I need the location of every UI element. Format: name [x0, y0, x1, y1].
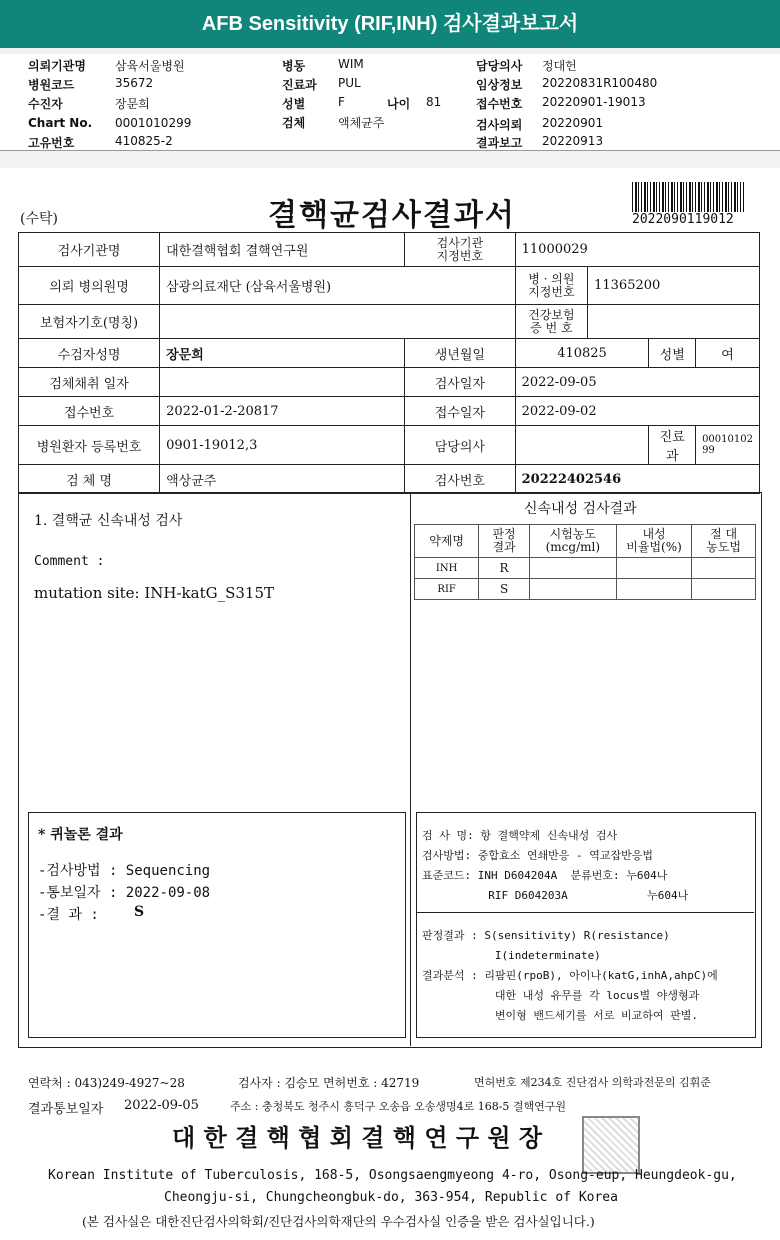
method-text: 검 사 명: 항 결핵약제 신속내성 검사 검사방법: 중합효소 연쇄반응 - 역교잡반응법 표준코드: INH D604204A 분류번호: 누604나 RIF D604203A 누604나 — [422, 829, 689, 902]
dept-value: PUL — [338, 76, 361, 90]
doctor-value: 정대헌 — [542, 59, 577, 73]
inst-code-value: 11000029 — [515, 233, 759, 267]
certification-note: (본 검사실은 대한진단검사의학회/진단검사의학재단의 우수검사실 인증을 받은 검사실입니다.) — [82, 1214, 595, 1229]
sens-header-row — [415, 525, 756, 558]
patient-name-value: 장문희 — [160, 339, 405, 368]
req-inst-label: 의뢰기관명 — [28, 59, 86, 73]
sens-cell — [616, 558, 691, 579]
scanned-report — [0, 168, 780, 1240]
hosp-code-value: 35672 — [115, 76, 154, 90]
clin-label: 임상정보 — [476, 78, 523, 92]
chart-label: Chart No. — [28, 116, 93, 130]
method-divider — [416, 912, 754, 913]
sex-value: F — [338, 95, 345, 109]
specimen-value: 액체균주 — [338, 116, 385, 130]
birth-label: 생년월일 — [405, 339, 516, 368]
uid-value: 410825-2 — [115, 134, 173, 148]
req-hosp-label: 의뢰 병의원명 — [19, 267, 160, 305]
clin-value: 20220831R100480 — [542, 76, 658, 90]
sens-cell: INH — [415, 558, 479, 579]
health-no-label: 건강보험 증 번 호 — [515, 305, 587, 339]
specimen-name-label: 검 체 명 — [19, 465, 160, 494]
recv-label: 접수번호 — [476, 97, 523, 111]
repdate-value: 20220913 — [542, 134, 604, 148]
req-inst-value: 삼육서울병원 — [115, 59, 185, 73]
judgement-text: 판정결과 : S(sensitivity) R(resistance) I(indeterminate) 결과분석 : 리팜핀(rpoB), 아이나(katG,inhA,ahpC)에 대한 내성 유무를 각 locus별 야생형과 변이형 밴드세기를 서로 비교하여 판별. — [422, 929, 718, 1022]
recv-value: 20220901-19013 — [542, 95, 646, 109]
accept-no-value: 2022-01-2-20817 — [160, 397, 405, 426]
inst-value: 대한결핵협회 결핵연구원 — [160, 233, 405, 267]
sens-table — [414, 524, 756, 600]
rapid-test-heading: 1. 결핵균 신속내성 검사 — [34, 513, 183, 529]
sex-label: 성별 — [282, 97, 306, 111]
birth-value: 410825 — [515, 339, 649, 368]
insured-value — [160, 305, 516, 339]
english-address-1: Korean Institute of Tuberculosis, 168-5, Osongsaengmyeong 4-ro, Osong-eup, Heungdeok-gu, — [48, 1168, 737, 1183]
patient-value: 장문희 — [115, 97, 150, 111]
report-title: 결핵균검사결과서 — [268, 198, 516, 233]
sens-row — [415, 579, 756, 600]
sens-cell — [529, 558, 616, 579]
test-no-value: 20222402546 — [515, 465, 759, 494]
licensed-text: 면허번호 제234호 진단검사 의학과전문의 김휘준 — [474, 1076, 711, 1089]
quinolone-result-label: -결 과 : — [38, 907, 99, 923]
sens-header-cell: 판정 결과 — [479, 525, 530, 558]
org-name: 대 한 결 핵 협 회 결 핵 연 구 원 장 — [172, 1123, 543, 1152]
reqdate-value: 20220901 — [542, 116, 604, 130]
quinolone-result-value: S — [134, 904, 145, 920]
accept-date-label: 접수일자 — [405, 397, 516, 426]
notify-date-label: 결과통보일자 — [28, 1102, 104, 1117]
quinolone-box — [28, 812, 406, 1038]
divider — [0, 150, 780, 151]
sens-cell: RIF — [415, 579, 479, 600]
age-value: 81 — [426, 95, 442, 109]
repdate-label: 결과보고 — [476, 136, 523, 150]
health-no-value — [588, 305, 760, 339]
sens-header-cell: 시험농도 (mcg/ml) — [529, 525, 616, 558]
sens-row — [415, 558, 756, 579]
hosp-reg-label: 병원환자 등록번호 — [19, 426, 160, 465]
accept-date-value: 2022-09-02 — [515, 397, 759, 426]
dept-cell-label: 진료과 — [649, 426, 696, 465]
results-divider — [410, 492, 411, 1046]
test-date-value: 2022-09-05 — [515, 368, 759, 397]
reqdate-label: 검사의뢰 — [476, 118, 523, 132]
accept-no-label: 접수번호 — [19, 397, 160, 426]
request-info-panel — [0, 54, 780, 150]
clinic-code-label: 병 · 의원 지정번호 — [515, 267, 587, 305]
quinolone-notify: -통보일자 : 2022-09-08 — [38, 885, 211, 901]
dept-cell-value: 00010102 99 — [696, 426, 760, 465]
specimen-name-value: 액상균주 — [160, 465, 405, 494]
test-date-label: 검사일자 — [405, 368, 516, 397]
sens-cell — [529, 579, 616, 600]
sens-cell: S — [479, 579, 530, 600]
chart-value: 0001010299 — [115, 116, 192, 130]
sens-cell — [692, 558, 756, 579]
quinolone-title: * 퀴놀론 결과 — [38, 827, 123, 843]
english-address-2: Cheongju-si, Chungcheongbuk-do, 363-954, Republic of Korea — [164, 1190, 618, 1205]
mutation-site: mutation site: INH-katG_S315T — [34, 584, 275, 602]
quinolone-method: -검사방법 : Sequencing — [38, 863, 211, 879]
barcode-number: 2022090119012 — [632, 212, 734, 227]
insured-label: 보험자기호(명칭) — [19, 305, 160, 339]
patient-label: 수진자 — [28, 97, 63, 111]
collect-date-label: 검체채취 일자 — [19, 368, 160, 397]
ward-value: WIM — [338, 57, 364, 71]
notify-date-value: 2022-09-05 — [124, 1098, 199, 1113]
hosp-reg-value: 0901-19012,3 — [160, 426, 405, 465]
inst-code-label: 검사기관 지정번호 — [405, 233, 516, 267]
sex-value-cell: 여 — [696, 339, 760, 368]
sens-cell — [692, 579, 756, 600]
dept-label: 진료과 — [282, 78, 317, 92]
doctor-label: 담당의사 — [476, 59, 523, 73]
doctor-cell-value — [515, 426, 649, 465]
specimen-label: 검체 — [282, 116, 306, 130]
ward-label: 병동 — [282, 59, 306, 73]
sens-cell — [616, 579, 691, 600]
age-label: 나이 — [387, 97, 411, 111]
sens-header-cell: 절 대 농도법 — [692, 525, 756, 558]
uid-label: 고유번호 — [28, 136, 75, 150]
hosp-code-label: 병원코드 — [28, 78, 75, 92]
sens-cell: R — [479, 558, 530, 579]
collect-date-value — [160, 368, 405, 397]
patient-name-label: 수검자성명 — [19, 339, 160, 368]
sex-label-cell: 성별 — [649, 339, 696, 368]
sens-header-cell: 내성 비율법(%) — [616, 525, 691, 558]
sens-title: 신속내성 검사결과 — [524, 501, 637, 517]
contact-text: 연락처 : 043)249-4927~28 — [28, 1076, 185, 1090]
req-hosp-value: 삼광의료재단 (삼육서울병원) — [160, 267, 516, 305]
report-header-title: AFB Sensitivity (RIF,INH) 검사결과보고서 — [0, 0, 780, 48]
official-seal — [582, 1116, 640, 1174]
sens-header-cell: 약제명 — [415, 525, 479, 558]
clinic-code-value: 11365200 — [588, 267, 760, 305]
test-no-label: 검사번호 — [405, 465, 516, 494]
suthak-label: (수탁) — [20, 211, 58, 227]
tester-text: 검사자 : 김승모 면허번호 : 42719 — [238, 1076, 420, 1090]
doctor-cell-label: 담당의사 — [405, 426, 516, 465]
comment-label: Comment : — [34, 554, 105, 569]
address-text: 주소 : 충청북도 청주시 흥덕구 오송읍 오송생명4로 168-5 결핵연구원 — [230, 1100, 567, 1113]
inst-label: 검사기관명 — [19, 233, 160, 267]
barcode — [632, 182, 744, 212]
sens-table-wrap — [414, 524, 756, 600]
patient-table — [18, 232, 760, 494]
